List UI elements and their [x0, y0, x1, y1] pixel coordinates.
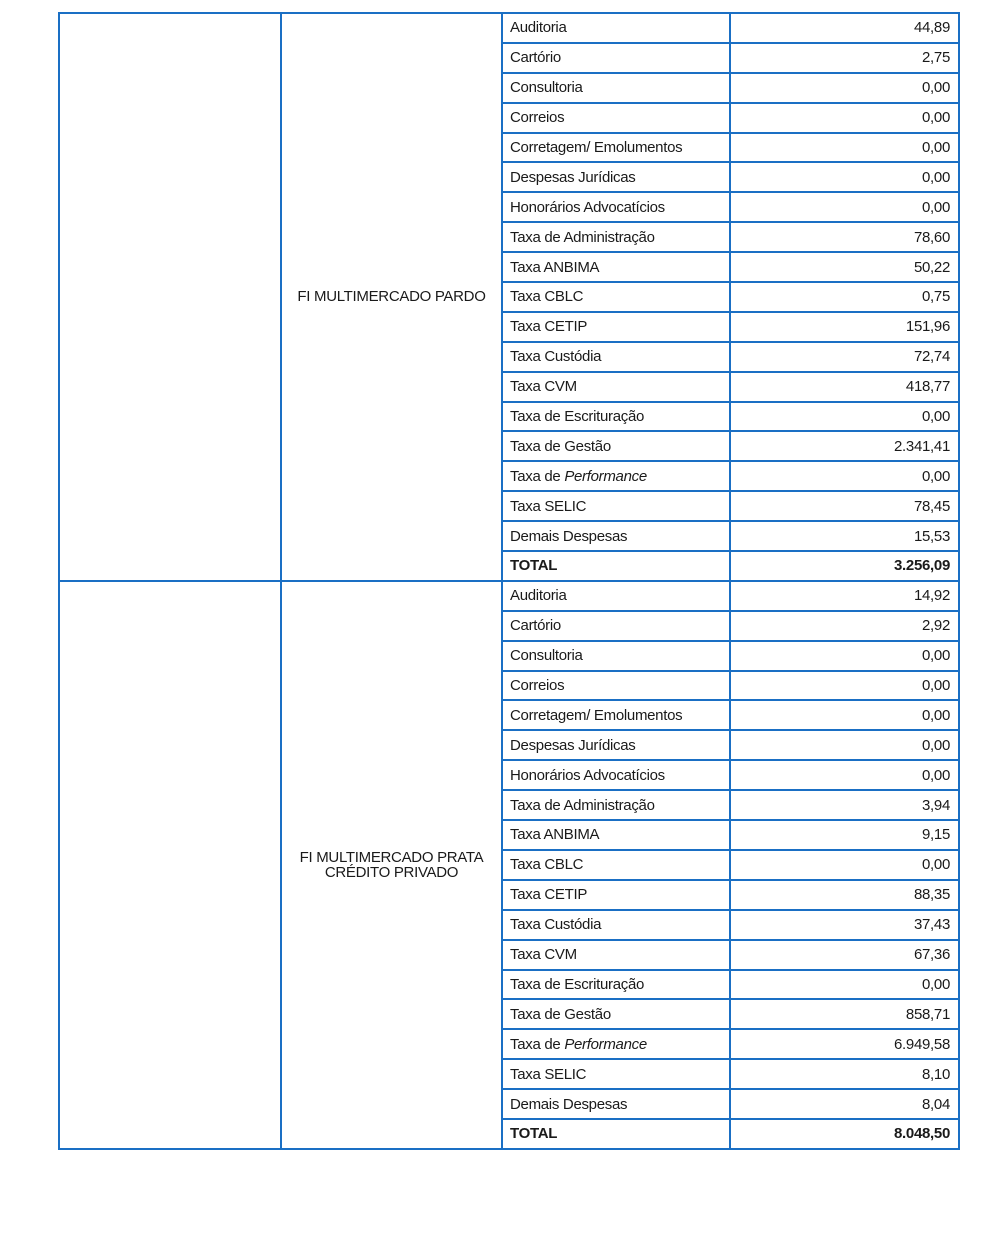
expense-label-cell: Correios [502, 671, 730, 701]
expense-label-cell: Taxa de Escrituração [502, 402, 730, 432]
expense-label-cell: Taxa de Gestão [502, 999, 730, 1029]
expense-label-cell: Despesas Jurídicas [502, 162, 730, 192]
expense-value-cell: 0,00 [730, 641, 959, 671]
expense-label-prefix: Taxa de [510, 467, 565, 485]
expense-value-cell: 0,75 [730, 282, 959, 312]
expense-value-cell: 0,00 [730, 461, 959, 491]
expense-label-cell: Cartório [502, 43, 730, 73]
expense-value-cell: 50,22 [730, 252, 959, 282]
expense-label-cell: Taxa Custódia [502, 342, 730, 372]
fund-name-line: FI MULTIMERCADO PRATA [299, 848, 484, 866]
expense-value-cell: 8,10 [730, 1059, 959, 1089]
expenses-table-body [59, 13, 959, 1149]
expense-value-cell: 2,92 [730, 611, 959, 641]
expense-value-cell: 0,00 [730, 162, 959, 192]
expense-value-cell: 0,00 [730, 133, 959, 163]
expense-value-cell: 37,43 [730, 910, 959, 940]
fund-name-line: FI MULTIMERCADO PARDO [297, 288, 486, 306]
expense-label-cell: Taxa de Gestão [502, 431, 730, 461]
expense-value-cell: 0,00 [730, 103, 959, 133]
expense-label-cell: Despesas Jurídicas [502, 730, 730, 760]
expense-label-cell: Correios [502, 103, 730, 133]
fund-name-cell [281, 13, 502, 581]
expense-value-cell: 14,92 [730, 581, 959, 611]
expense-value-cell: 0,00 [730, 730, 959, 760]
expense-value-cell: 3,94 [730, 790, 959, 820]
expense-label-cell: Demais Despesas [502, 1089, 730, 1119]
expense-label-cell [502, 1029, 730, 1059]
expense-value-cell: 0,00 [730, 700, 959, 730]
expense-value-cell: 0,00 [730, 671, 959, 701]
expense-label-cell: Taxa CVM [502, 940, 730, 970]
expense-value-cell: 78,45 [730, 491, 959, 521]
expense-label-cell: Taxa SELIC [502, 1059, 730, 1089]
fund-name-line: CRÉDITO PRIVADO [324, 863, 459, 881]
expense-value-cell: 0,00 [730, 760, 959, 790]
table-row [59, 581, 959, 611]
expense-label-italic: Performance [564, 1035, 647, 1053]
expenses-table [58, 12, 960, 1150]
total-value-cell: 8.048,50 [730, 1119, 959, 1149]
empty-category-cell [59, 581, 281, 1149]
expense-value-cell: 2,75 [730, 43, 959, 73]
expense-label-cell: Taxa Custódia [502, 910, 730, 940]
expense-label-cell: Taxa CVM [502, 372, 730, 402]
expense-label-cell: Taxa ANBIMA [502, 820, 730, 850]
expense-value-cell: 9,15 [730, 820, 959, 850]
expense-label-cell: Honorários Advocatícios [502, 192, 730, 222]
expense-value-cell: 88,35 [730, 880, 959, 910]
expense-label-cell: Auditoria [502, 581, 730, 611]
expense-label-cell: Corretagem/ Emolumentos [502, 700, 730, 730]
expense-label-cell [502, 461, 730, 491]
fund-name-cell [281, 581, 502, 1149]
expense-label-cell: Taxa de Administração [502, 790, 730, 820]
expense-label-cell: Taxa SELIC [502, 491, 730, 521]
expense-value-cell: 6.949,58 [730, 1029, 959, 1059]
total-label-cell: TOTAL [502, 1119, 730, 1149]
expense-label-prefix: Taxa de [510, 1035, 565, 1053]
expense-value-cell: 858,71 [730, 999, 959, 1029]
expense-value-cell: 0,00 [730, 402, 959, 432]
expense-label-italic: Performance [564, 467, 647, 485]
expense-label-cell: Taxa CBLC [502, 850, 730, 880]
expense-label-cell: Consultoria [502, 641, 730, 671]
expense-label-cell: Demais Despesas [502, 521, 730, 551]
expense-value-cell: 67,36 [730, 940, 959, 970]
expense-value-cell: 8,04 [730, 1089, 959, 1119]
expense-label-cell: Taxa de Escrituração [502, 970, 730, 1000]
expense-label-cell: Auditoria [502, 13, 730, 43]
expense-value-cell: 0,00 [730, 73, 959, 103]
expense-label-cell: Honorários Advocatícios [502, 760, 730, 790]
expense-value-cell: 418,77 [730, 372, 959, 402]
expense-label-cell: Taxa CETIP [502, 312, 730, 342]
expense-value-cell: 2.341,41 [730, 431, 959, 461]
expense-value-cell: 151,96 [730, 312, 959, 342]
expense-label-cell: Cartório [502, 611, 730, 641]
expense-label-cell: Corretagem/ Emolumentos [502, 133, 730, 163]
expense-value-cell: 72,74 [730, 342, 959, 372]
expense-value-cell: 0,00 [730, 192, 959, 222]
table-row [59, 13, 959, 43]
expense-label-cell: Taxa de Administração [502, 222, 730, 252]
total-label-cell: TOTAL [502, 551, 730, 581]
expense-value-cell: 15,53 [730, 521, 959, 551]
expense-value-cell: 78,60 [730, 222, 959, 252]
total-value-cell: 3.256,09 [730, 551, 959, 581]
expense-label-cell: Taxa CBLC [502, 282, 730, 312]
empty-category-cell [59, 13, 281, 581]
expense-value-cell: 0,00 [730, 850, 959, 880]
expense-label-cell: Taxa CETIP [502, 880, 730, 910]
expense-label-cell: Taxa ANBIMA [502, 252, 730, 282]
expense-label-cell: Consultoria [502, 73, 730, 103]
expense-value-cell: 44,89 [730, 13, 959, 43]
expense-value-cell: 0,00 [730, 970, 959, 1000]
